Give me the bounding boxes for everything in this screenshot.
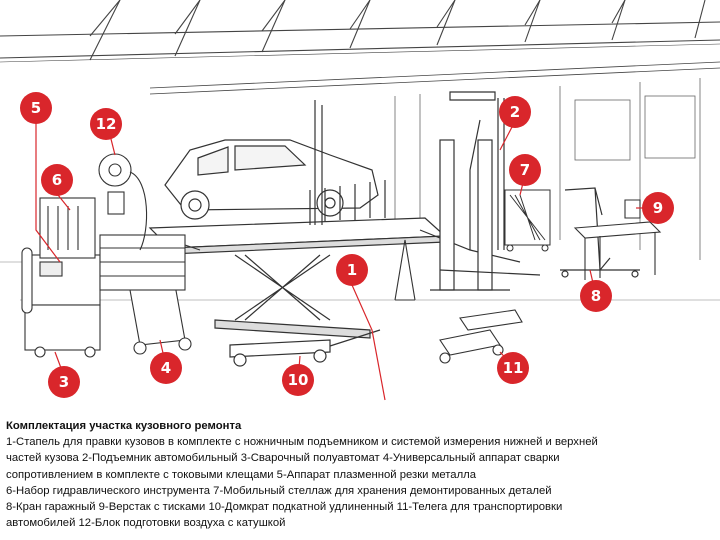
marker-9 — [642, 192, 674, 224]
caption-line: 6-Набор гидравлического инструмента 7-Мобильный стеллаж для хранения демонтированных деталей — [6, 484, 552, 497]
svg-text:8: 8 — [590, 287, 602, 305]
marker-11 — [497, 352, 529, 384]
caption-line: сопротивлением в комплекте с токовыми клещами 5-Аппарат плазменной резки металла — [6, 468, 477, 481]
marker-10 — [282, 364, 314, 396]
svg-text:6: 6 — [51, 171, 63, 189]
caption-title: Комплектация участка кузовного ремонта — [6, 420, 242, 432]
svg-text:2: 2 — [509, 103, 521, 121]
marker-6 — [41, 164, 73, 196]
marker-3 — [48, 366, 80, 398]
svg-text:4: 4 — [160, 359, 172, 377]
frame-bench-with-car — [150, 100, 520, 338]
marker-8 — [580, 280, 612, 312]
svg-text:7: 7 — [519, 161, 531, 179]
ceiling-trusses — [0, 0, 720, 94]
svg-text:12: 12 — [95, 115, 117, 133]
marker-4 — [150, 352, 182, 384]
caption-line: 1-Стапель для правки кузовов в комплекте с ножничным подъемником и системой измерения нижней и верхней — [6, 436, 598, 449]
svg-text:11: 11 — [502, 359, 524, 377]
welding-cart — [22, 248, 100, 357]
mobile-parts-rack — [505, 190, 550, 251]
svg-text:9: 9 — [652, 199, 664, 217]
caption-line: частей кузова 2-Подъемник автомобильный 3-Сварочный полуавтомат 4-Универсальный аппарат сварки — [6, 452, 560, 465]
caption-line: 8-Кран гаражный 9-Верстак с тисками 10-Домкрат подкатной удлиненный 11-Телега для транспортировки — [6, 501, 563, 514]
svg-text:5: 5 — [30, 99, 42, 117]
marker-5 — [20, 92, 52, 124]
marker-7 — [509, 154, 541, 186]
caption-line: автомобилей 12-Блок подготовки воздуха с катушкой — [6, 517, 286, 530]
marker-12 — [90, 108, 122, 140]
marker-2 — [499, 96, 531, 128]
svg-text:1: 1 — [346, 261, 358, 279]
figure-caption — [6, 418, 712, 531]
marker-1 — [336, 254, 368, 286]
svg-text:3: 3 — [58, 373, 70, 391]
svg-text:10: 10 — [287, 371, 309, 389]
